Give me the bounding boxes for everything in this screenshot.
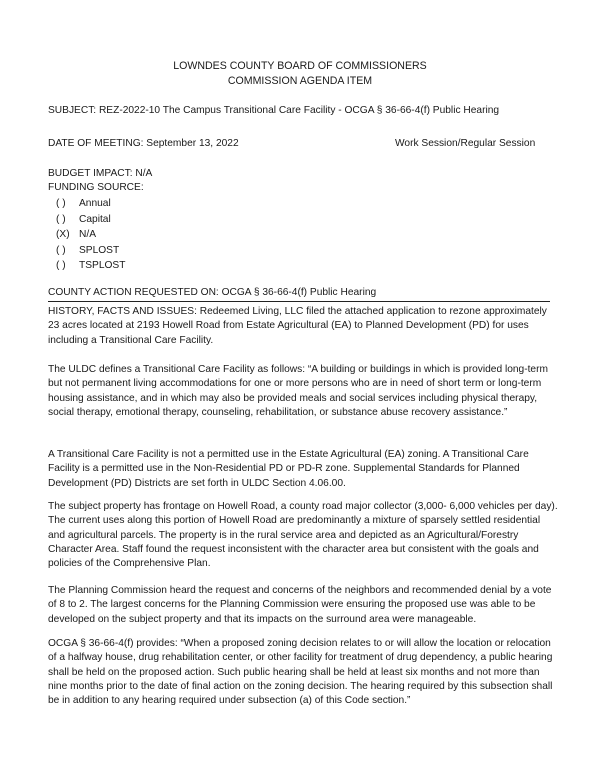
funding-source-list [56, 196, 256, 274]
header-title: COMMISSION AGENDA ITEM [227, 75, 373, 87]
funding-option [56, 243, 256, 259]
document-header [0, 59, 600, 89]
funding-option-label: TSPLOST [79, 260, 126, 271]
funding-option [56, 258, 256, 274]
budget-impact: BUDGET IMPACT: N/A [48, 168, 153, 179]
subject-line: SUBJECT: REZ-2022-10 The Campus Transitional Care Facility - OCGA § 36-66-4(f) Public Hearing [48, 105, 500, 116]
county-action-requested: COUNTY ACTION REQUESTED ON: OCGA § 36-66-4(f) Public Hearing [48, 286, 550, 302]
checkbox-mark: ( ) [56, 244, 66, 256]
budget-section [48, 167, 558, 195]
funding-option [56, 196, 256, 212]
header-org: LOWNDES COUNTY BOARD OF COMMISSIONERS [173, 60, 427, 72]
funding-source-label: FUNDING SOURCE: [48, 182, 144, 194]
uldc-definition-paragraph: The ULDC defines a Transitional Care Facility as follows: “A building or buildings in which is provided long-term but not permanent living accommodations for one or more persons who are in need of short term or long-term housing assistance, and in which may also be provided meals and social services including physical therapy, social therapy, emotional therapy, counseling, rehabilitation, or substance abuse recovery assistance.” [48, 364, 548, 418]
checkbox-mark: ( ) [56, 260, 66, 271]
meeting-session: Work Session/Regular Session [395, 138, 536, 149]
meeting-row [48, 137, 538, 151]
ocga-paragraph: OCGA § 36-66-4(f) provides: “When a proposed zoning decision relates to or will allow the location or relocation of a halfway house, drug rehabilitation center, or other facility for treatment of drug dependency, a public hearing shall be held on the proposed action. Such public hearing shall be held at least six months and not more than nine months prior to the date of final action on the zoning decision. The hearing required by this subsection shall be in addition to any hearing required under subsection (a) of this Code section.” [48, 638, 553, 707]
planning-commission-paragraph: The Planning Commission heard the request and concerns of the neighbors and recommended denial by a vote of 8 to 2. The largest concerns for the Planning Commission were ensuring the proposed use was able to be developed on the subject property and that its impacts on the surround area were manageable. [48, 585, 552, 625]
funding-option-label: Capital [79, 213, 111, 225]
checkbox-mark: (X) [56, 229, 70, 240]
funding-option-label: Annual [79, 198, 111, 209]
history-paragraph: HISTORY, FACTS AND ISSUES: Redeemed Living, LLC filed the attached application to rezone approximately 23 acres located at 2193 Howell Road from Estate Agricultural (EA) to Planned Development (PD) for uses including a Transitional Care Facility. [48, 306, 547, 346]
permitted-use-paragraph: A Transitional Care Facility is not a permitted use in the Estate Agricultural (EA) zoning. A Transitional Care Facility is a permitted use in the Non-Residential PD or PD-R zone. Supplemental Standards for Planned Development (PD) Districts are set forth in ULDC Section 4.06.00. [48, 449, 529, 489]
funding-option-label: SPLOST [79, 244, 120, 256]
meeting-date: DATE OF MEETING: September 13, 2022 [48, 138, 239, 149]
funding-option-label: N/A [79, 229, 96, 240]
property-paragraph: The subject property has frontage on Howell Road, a county road major collector (3,000- 6,000 vehicles per day). The current uses along this portion of Howell Road are predominantly a mixture of sparsely settled residential and agricultural parcels. The property is in the rural service area and depicted as an Agricultural/Forestry Character Area. Staff found the request inconsistent with the character area but consistent with the goals and policies of the Comprehensive Plan. [48, 501, 558, 570]
checkbox-mark: ( ) [56, 213, 66, 225]
funding-option [56, 212, 256, 228]
funding-option [56, 227, 256, 243]
checkbox-mark: ( ) [56, 198, 66, 209]
